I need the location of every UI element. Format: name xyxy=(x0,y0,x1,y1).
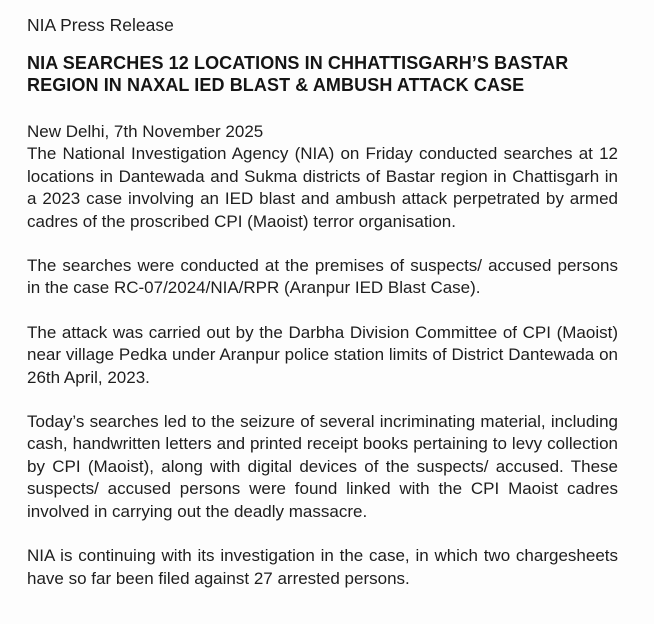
paragraph-seizures: Today’s searches led to the seizure of several incriminating material, including cash, handwritten letters and printed receipt books pertaining to levy collection by CPI (Maoist), along with digital devices of the suspects/ accused. These suspects/ accused persons were found linked with the CPI Maoist cadres involved in carrying out the deadly massacre. xyxy=(27,412,618,521)
paragraph-searches-overview: The National Investigation Agency (NIA) on Friday conducted searches at 12 locations in Dantewada and Sukma districts of Bastar region in Chattisgarh in a 2023 case involving an IED blast and ambush attack perpetrated by armed cadres of the proscribed CPI (Maoist) terror organisation. xyxy=(27,144,618,231)
paragraph-case-number: The searches were conducted at the premises of suspects/ accused persons in the case RC-07/2024/NIA/RPR (Aranpur IED Blast Case). xyxy=(27,256,618,298)
paragraph-investigation-status: NIA is continuing with its investigation in the case, in which two chargesheets have so far been filed against 27 arrested persons. xyxy=(27,546,618,588)
dateline: New Delhi, 7th November 2025 xyxy=(27,122,264,141)
paragraph-attack-details: The attack was carried out by the Darbha Division Committee of CPI (Maoist) near village Pedka under Aranpur police station limits of District Dantewada on 26th April, 2023. xyxy=(27,322,618,387)
press-release-headline: NIA SEARCHES 12 LOCATIONS IN CHHATTISGARH’S BASTAR REGION IN NAXAL IED BLAST & AMBUSH ATTACK CASE xyxy=(27,53,569,95)
press-release-kicker: NIA Press Release xyxy=(27,15,174,35)
